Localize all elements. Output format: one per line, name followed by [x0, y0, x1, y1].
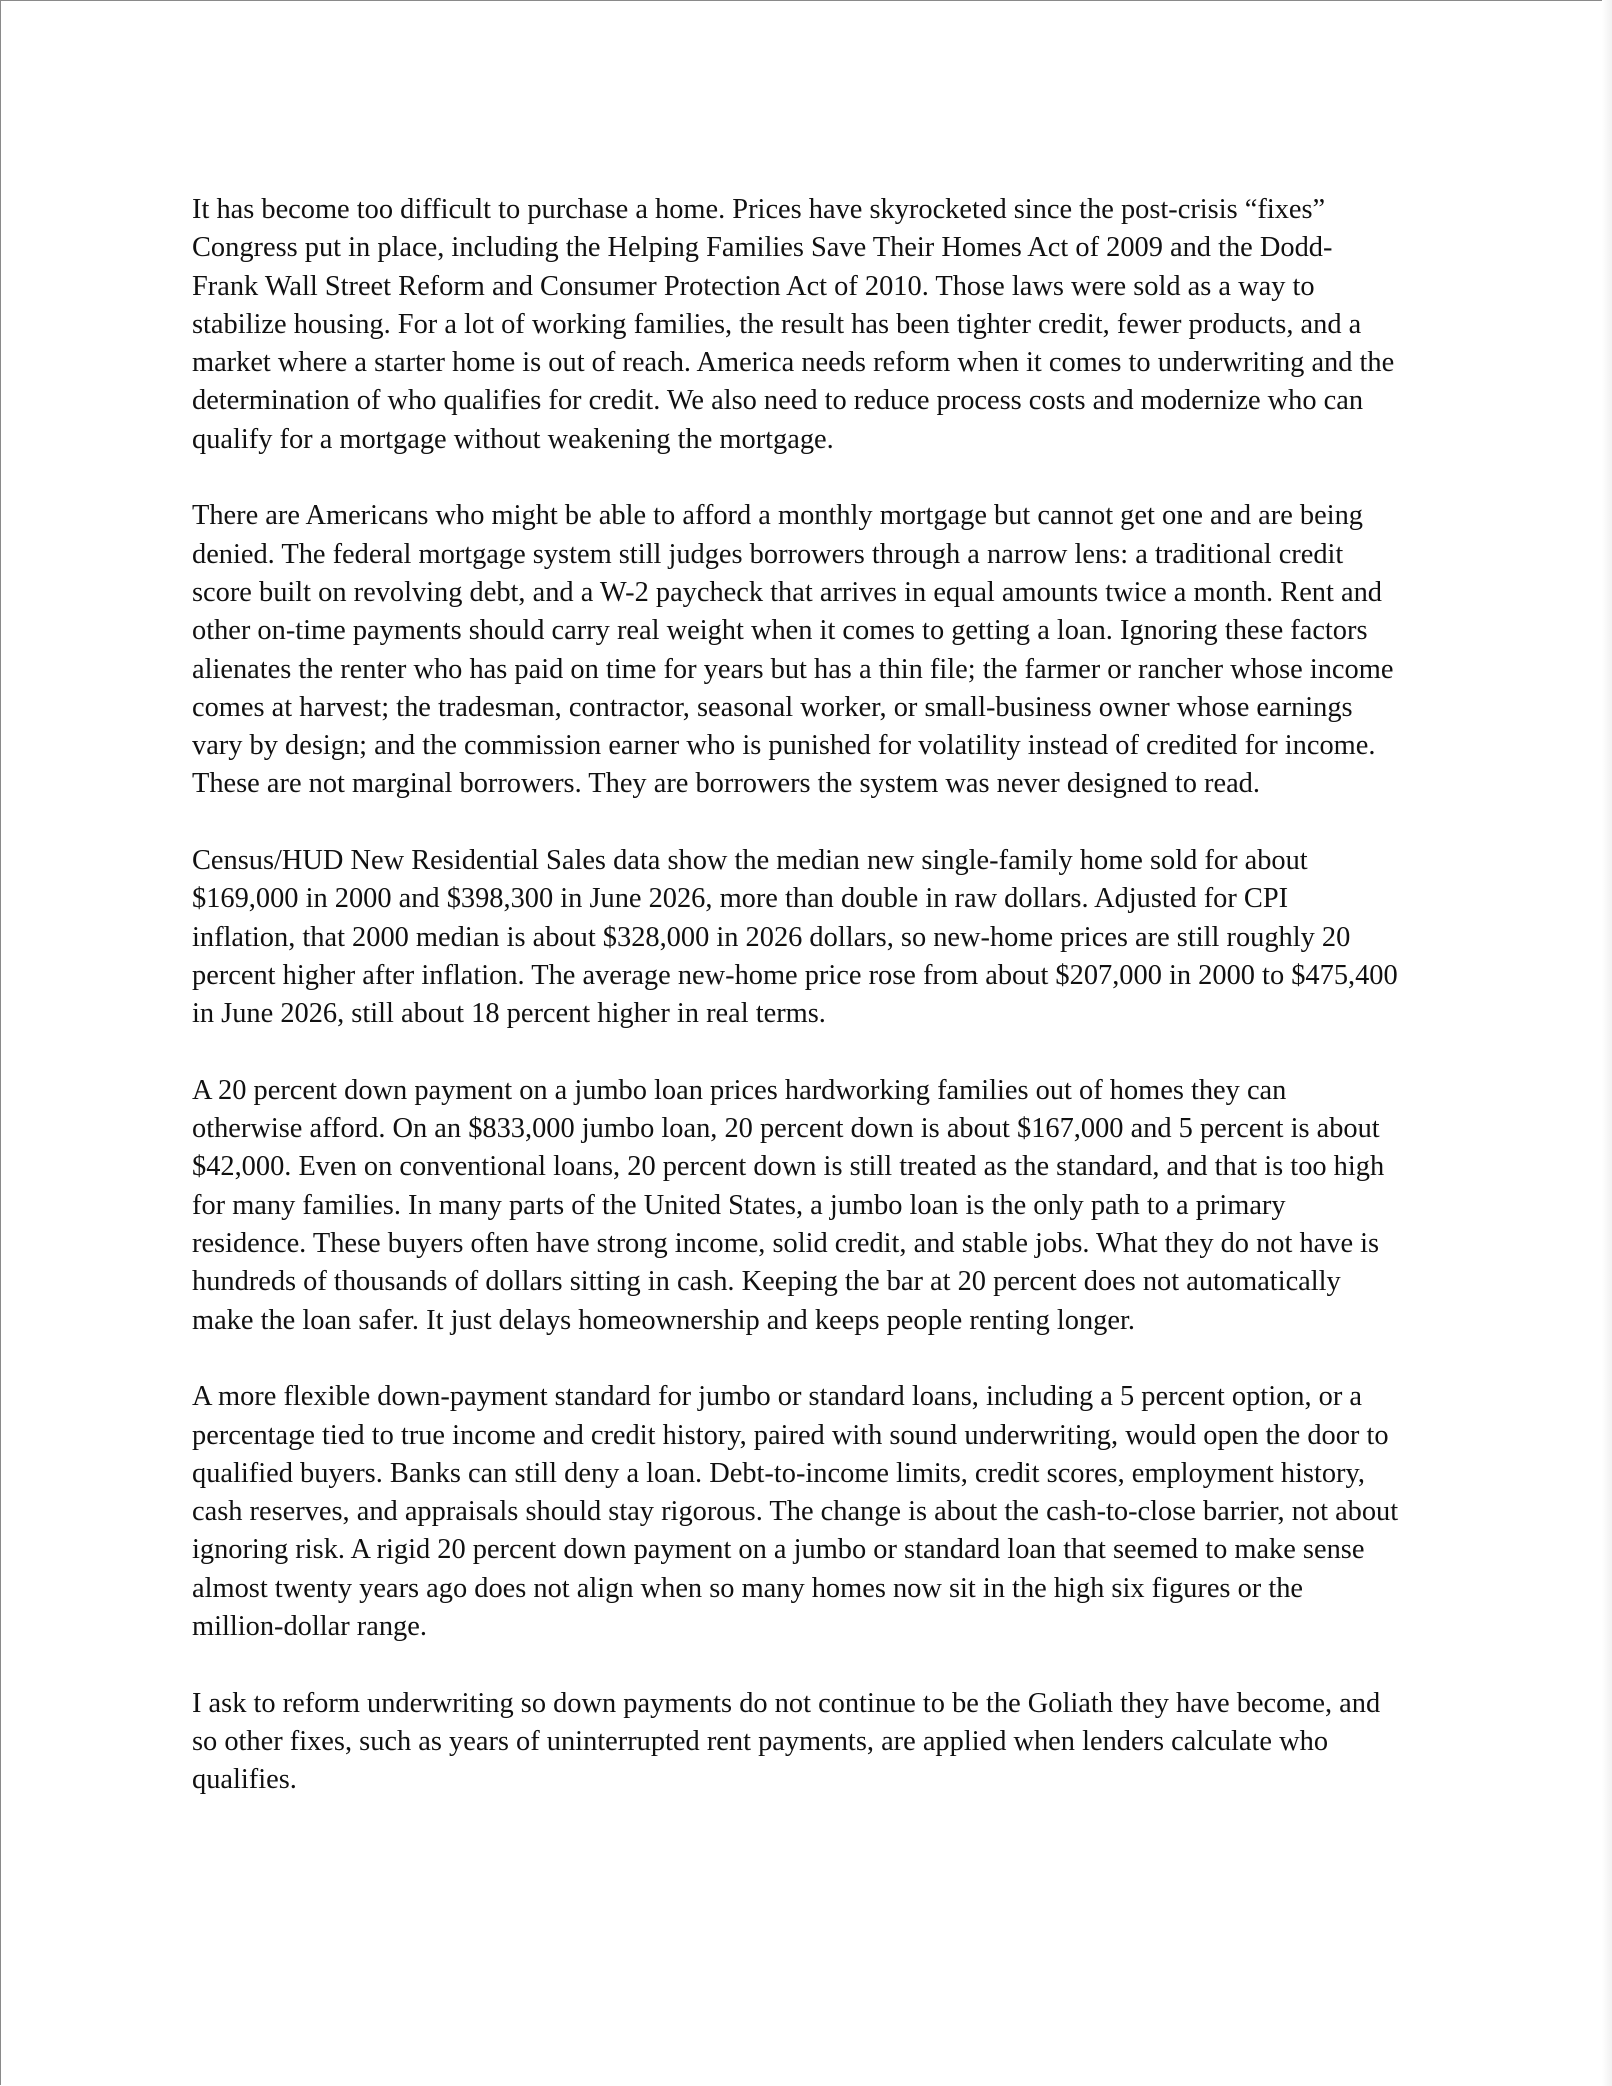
document-body: [192, 191, 1432, 1838]
page-edge-shadow: [1602, 0, 1612, 2086]
paragraph-jumbo-down-payment: A 20 percent down payment on a jumbo loan prices hardworking families out of homes they can otherwise afford. On an $833,000 jumbo loan, 20 percent down is about $167,000 and 5 percent is about $42,000. Even on conventional loans, 20 percent down is still treated as the standard, and that is too high for many families. In many parts of the United States, a jumbo loan is the only path to a primary residence. These buyers often have strong income, solid credit, and stable jobs. What they do not have is hundreds of thousands of dollars sitting in cash. Keeping the bar at 20 percent does not automatically make the loan safer. It just delays homeownership and keeps people renting longer.: [192, 1074, 1385, 1336]
paragraph-flexible-standard: A more flexible down-payment standard for jumbo or standard loans, including a 5 percent option, or a percentage tied to true income and credit history, paired with sound underwriting, would open the door to qualified buyers. Banks can still deny a loan. Debt-to-income limits, credit scores, employment history, cash reserves, and appraisals should stay rigorous. The change is about the cash-to-close barrier, not about ignoring risk. A rigid 20 percent down payment on a jumbo or standard loan that seemed to make sense almost twenty years ago does not align when so many homes now sit in the high six figures or the million-dollar range.: [192, 1381, 1399, 1642]
paragraph-borrowers-denied: There are Americans who might be able to afford a monthly mortgage but cannot get one and are being denied. The federal mortgage system still judges borrowers through a narrow lens: a traditional credit score built on revolving debt, and a W-2 paycheck that arrives in equal amounts twice a month. Rent and other on-time payments should carry real weight when it comes to getting a loan. Ignoring these factors alienates the renter who has paid on time for years but has a thin file; the farmer or rancher whose income comes at harvest; the tradesman, contractor, seasonal worker, or small-business owner whose earnings vary by design; and the commission earner who is punished for volatility instead of credited for income. These are not marginal borrowers. They are borrowers the system was never designed to read.: [192, 500, 1394, 800]
paragraph-closing-request: I ask to reform underwriting so down payments do not continue to be the Goliath they have become, and so other fixes, such as years of uninterrupted rent payments, are applied when lenders calculate who qualifies.: [192, 1687, 1381, 1796]
paragraph-census-hud-prices: Census/HUD New Residential Sales data show the median new single-family home sold for about $169,000 in 2000 and $398,300 in June 2026, more than double in raw dollars. Adjusted for CPI inflation, that 2000 median is about $328,000 in 2026 dollars, so new-home prices are still roughly 20 percent higher after inflation. The average new-home price rose from about $207,000 in 2000 to $475,400 in June 2026, still about 18 percent higher in real terms.: [192, 845, 1398, 1030]
paragraph-home-purchase-difficulty: It has become too difficult to purchase a home. Prices have skyrocketed since the post-crisis “fixes” Congress put in place, including the Helping Families Save Their Homes Act of 2009 and the Dodd- Frank Wall Street Reform and Consumer Protection Act of 2010. Those laws were sold as a way to stabilize housing. For a lot of working families, the result has been tighter credit, fewer products, and a market where a starter home is out of reach. America needs reform when it comes to underwriting and the determination of who qualifies for credit. We also need to reduce process costs and modernize who can qualify for a mortgage without weakening the mortgage.: [192, 194, 1395, 455]
